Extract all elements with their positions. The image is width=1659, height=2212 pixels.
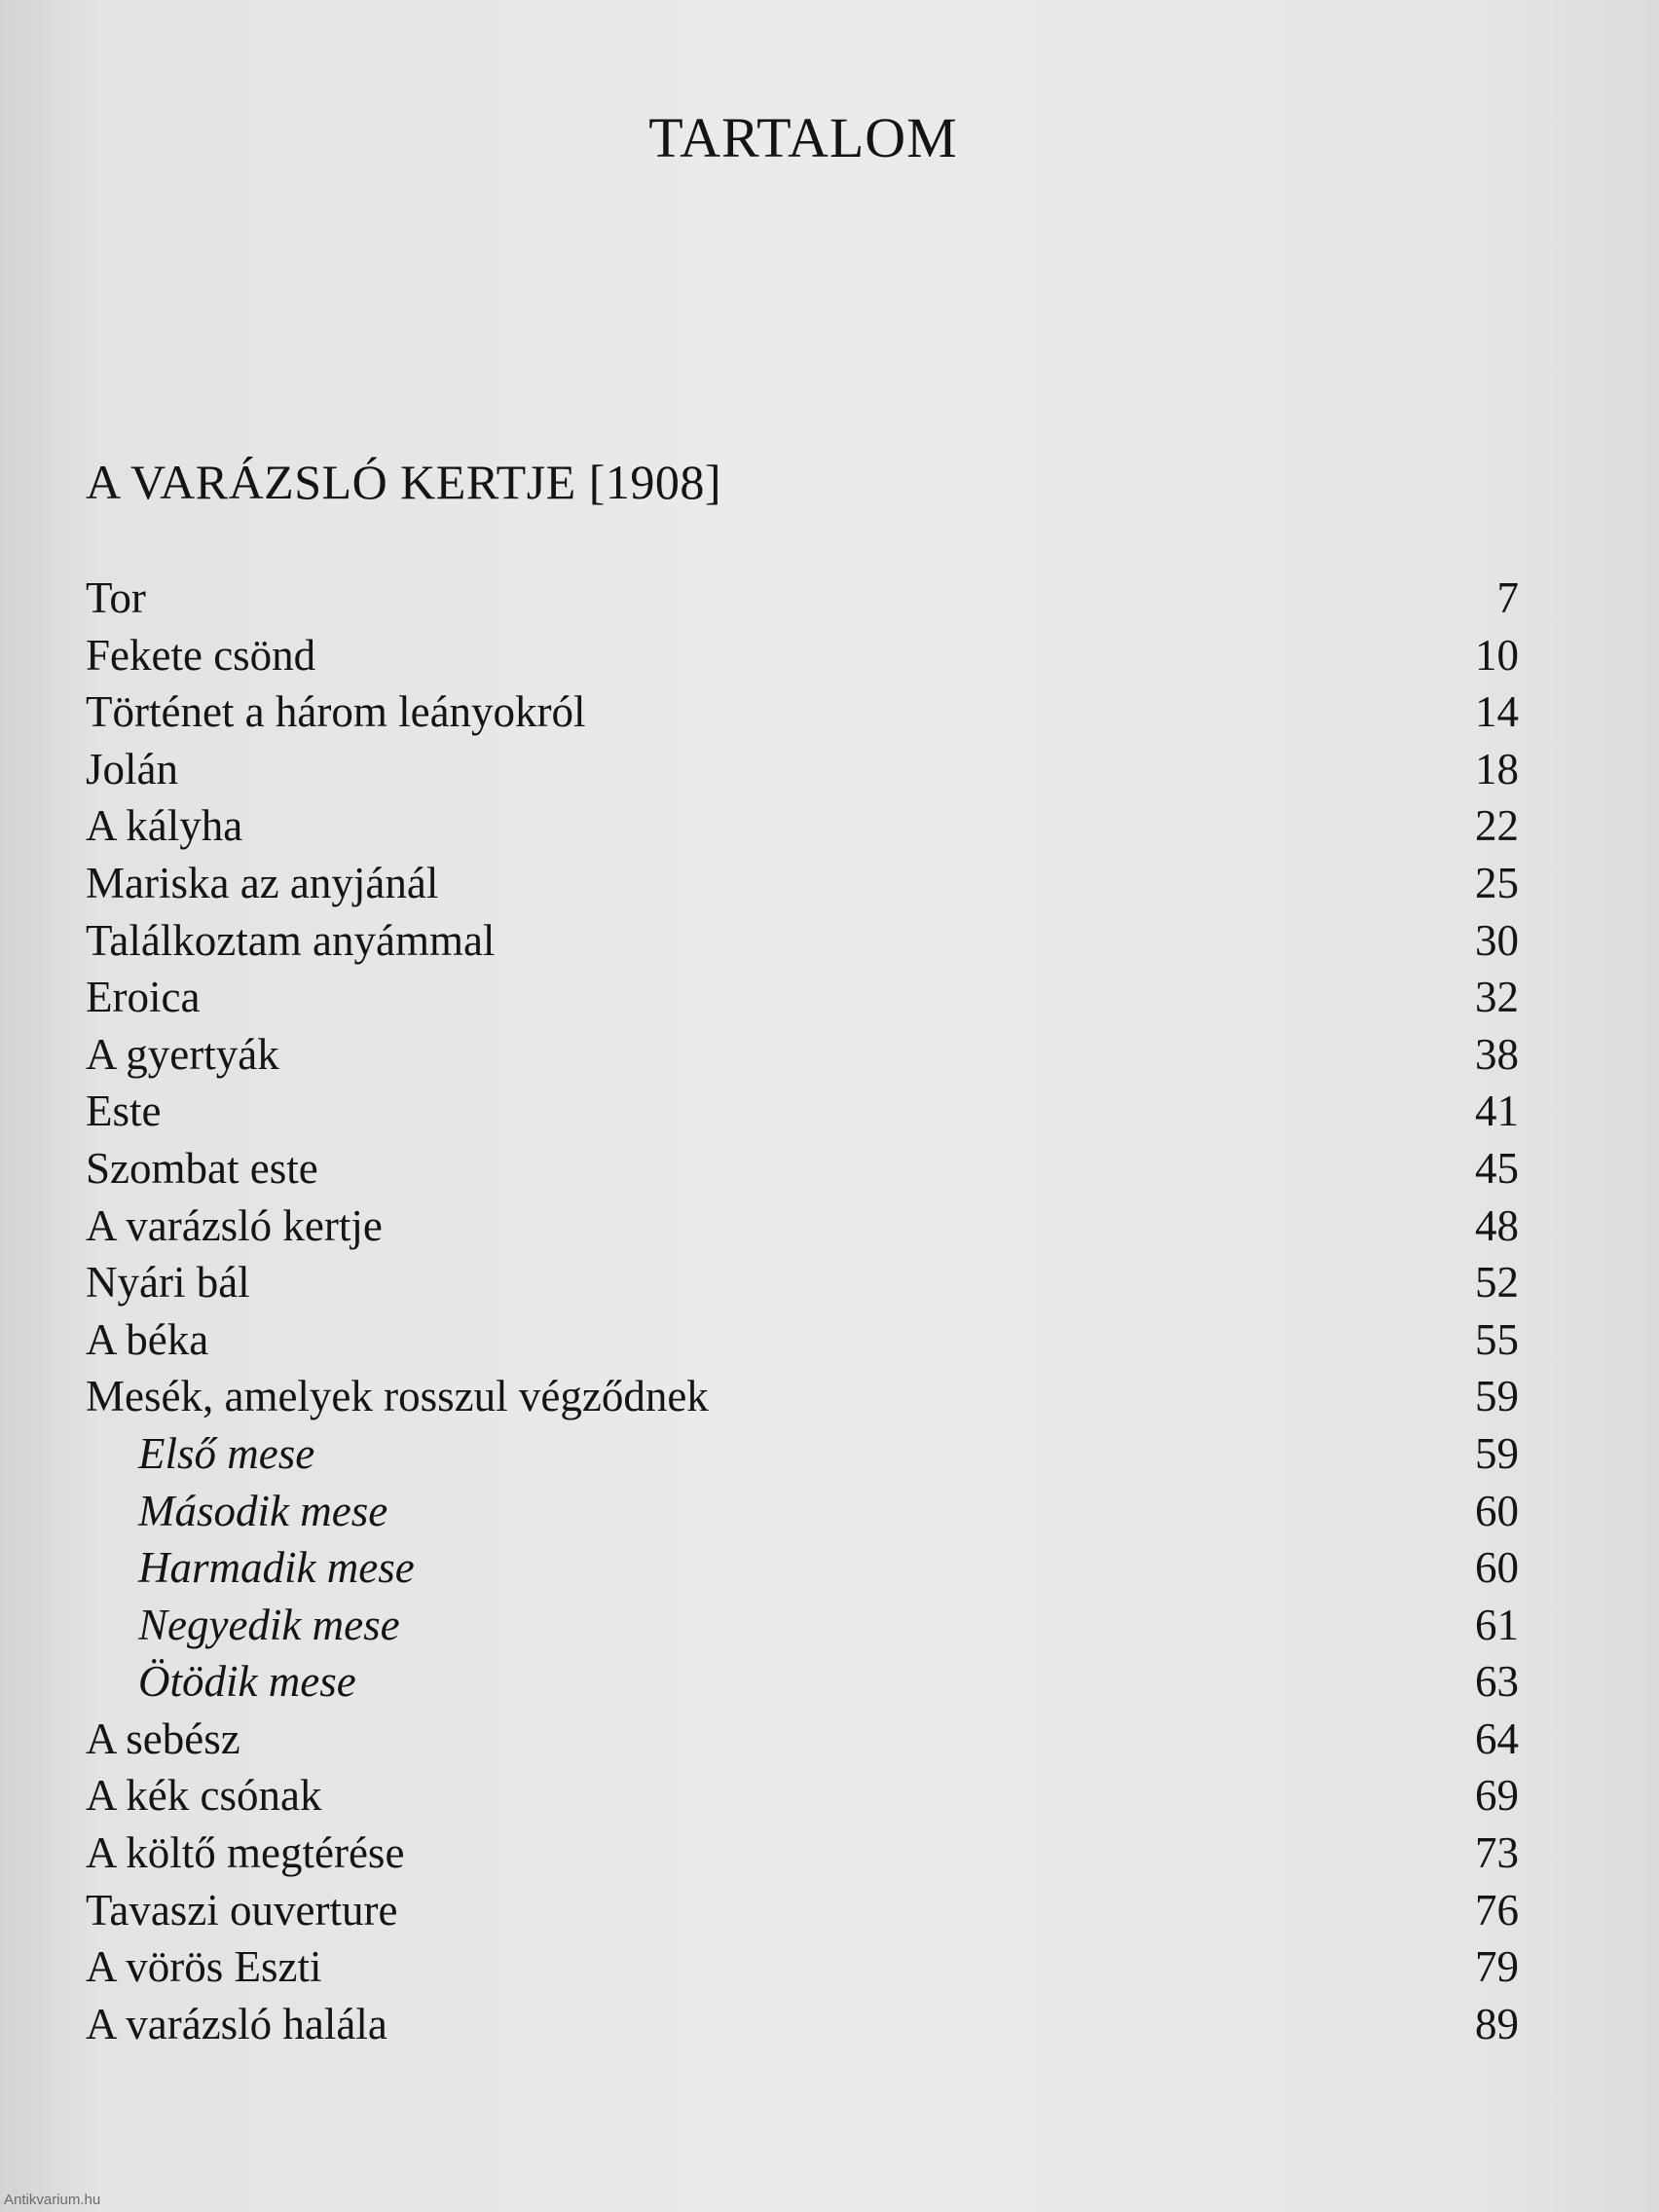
toc-entry-title: Nyári bál (86, 1258, 250, 1308)
toc-entry (86, 1996, 1519, 2053)
toc-entry-title: A varázsló kertje (86, 1200, 383, 1250)
toc-entry-title: A gyertyák (86, 1029, 279, 1079)
toc-entry (86, 1140, 1519, 1198)
toc-entry-page: 32 (1475, 973, 1519, 1022)
toc-entry-page: 22 (1475, 801, 1519, 851)
toc-entry-title: A vörös Eszti (86, 1942, 322, 1992)
toc-entry (86, 683, 1519, 741)
toc-entry-page: 89 (1475, 1999, 1519, 2048)
toc-entry-title: A kályha (86, 801, 243, 851)
toc-entry (86, 1539, 1519, 1597)
toc-entry-page: 18 (1475, 744, 1519, 793)
toc-entry (86, 1311, 1519, 1369)
toc-entry (86, 1711, 1519, 1768)
toc-entry-title: A kék csónak (86, 1771, 322, 1821)
toc-entry-page: 60 (1475, 1543, 1519, 1593)
toc-entry-title: Mesék, amelyek rosszul végződnek (86, 1372, 709, 1421)
toc-entry-title: Második mese (138, 1486, 388, 1535)
toc-entry (86, 1425, 1519, 1483)
toc-entry-page: 76 (1475, 1885, 1519, 1935)
toc-entry-page: 61 (1475, 1600, 1519, 1649)
toc-entry-title: A sebész (86, 1714, 240, 1763)
toc-entry-title: Ötödik mese (138, 1657, 356, 1707)
toc-entry-title: Fekete csönd (86, 630, 316, 680)
toc-entry-title: Tor (86, 573, 146, 622)
toc-entry (86, 1653, 1519, 1711)
toc-entry (86, 1254, 1519, 1311)
toc-entry-title: Jolán (86, 744, 178, 793)
toc-entry-page: 69 (1475, 1771, 1519, 1821)
toc-entry-page: 48 (1475, 1200, 1519, 1250)
toc-entry-page: 79 (1475, 1942, 1519, 1992)
toc-entry-title: A varázsló halála (86, 1999, 387, 2048)
toc-entry-page: 60 (1475, 1486, 1519, 1535)
toc-entry (86, 1825, 1519, 1882)
section-heading: A VARÁZSLÓ KERTJE [1908] (86, 455, 722, 509)
toc-entry-page: 64 (1475, 1714, 1519, 1763)
toc-entry-title: A béka (86, 1314, 209, 1364)
toc-entry (86, 1368, 1519, 1425)
table-of-contents (86, 570, 1519, 2052)
toc-entry-page: 41 (1475, 1087, 1519, 1136)
toc-entry-page: 45 (1475, 1143, 1519, 1193)
toc-entry (86, 912, 1519, 970)
toc-entry (86, 797, 1519, 855)
toc-entry-page: 14 (1475, 687, 1519, 737)
toc-entry-page: 52 (1475, 1258, 1519, 1308)
toc-entry-title: Első mese (138, 1428, 315, 1478)
toc-entry (86, 969, 1519, 1026)
toc-entry-title: Eroica (86, 973, 201, 1022)
toc-entry-title: Szombat este (86, 1143, 318, 1193)
toc-entry-page: 73 (1475, 1828, 1519, 1878)
toc-entry (86, 741, 1519, 798)
toc-entry-title: Negyedik mese (138, 1600, 400, 1649)
toc-entry-title: Találkoztam anyámmal (86, 915, 496, 965)
toc-entry-title: Tavaszi ouverture (86, 1885, 398, 1935)
toc-entry-title: A költő megtérése (86, 1828, 405, 1878)
toc-entry-title: Este (86, 1087, 162, 1136)
toc-entry-page: 63 (1475, 1657, 1519, 1707)
toc-entry (86, 1597, 1519, 1654)
toc-entry (86, 1938, 1519, 1996)
toc-entry-page: 7 (1496, 573, 1519, 622)
toc-entry (86, 855, 1519, 912)
watermark: Antikvarium.hu (4, 2192, 101, 2208)
page-title: TARTALOM (648, 106, 958, 169)
toc-entry (86, 570, 1519, 627)
toc-entry-page: 25 (1475, 858, 1519, 907)
toc-entry (86, 1083, 1519, 1140)
toc-entry (86, 1483, 1519, 1540)
toc-entry-page: 55 (1475, 1314, 1519, 1364)
toc-entry-page: 59 (1475, 1428, 1519, 1478)
toc-entry-title: Mariska az anyjánál (86, 858, 439, 907)
toc-entry-page: 38 (1475, 1029, 1519, 1079)
toc-entry (86, 1026, 1519, 1084)
toc-entry-title: Harmadik mese (138, 1543, 415, 1593)
toc-entry-page: 10 (1475, 630, 1519, 680)
toc-entry-page: 30 (1475, 915, 1519, 965)
toc-entry (86, 1882, 1519, 1939)
toc-entry-page: 59 (1475, 1372, 1519, 1421)
toc-entry-title: Történet a három leányokról (86, 687, 586, 737)
toc-entry (86, 1198, 1519, 1255)
toc-entry (86, 627, 1519, 684)
toc-entry (86, 1767, 1519, 1825)
